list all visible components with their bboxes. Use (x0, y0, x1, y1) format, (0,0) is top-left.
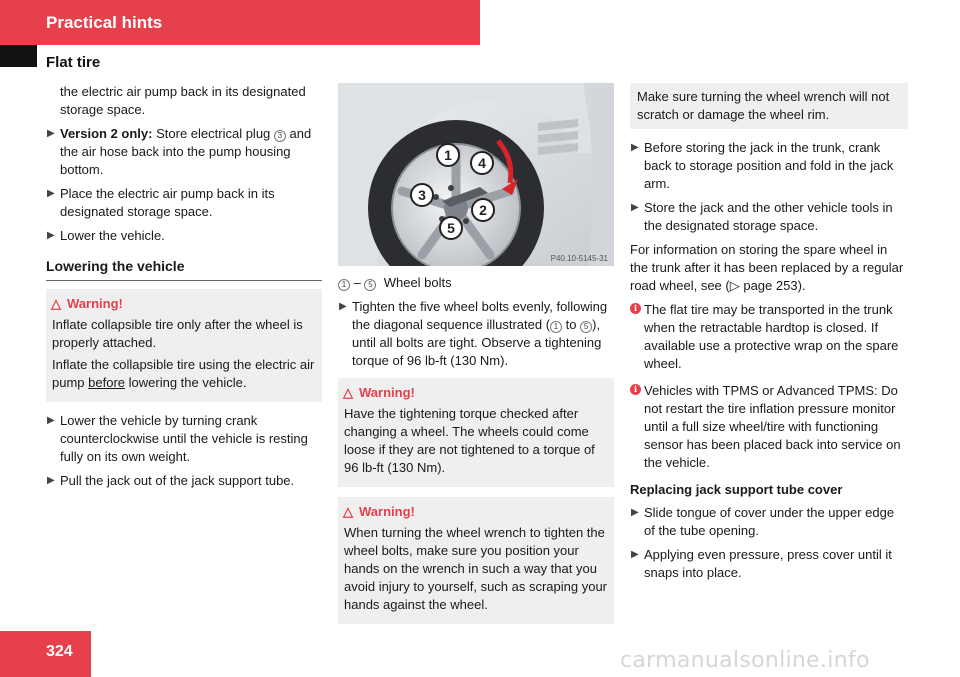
arrow-icon: ▶ (631, 549, 639, 560)
warning-text: Inflate collapsible tire only after the wheel is properly attached. (52, 317, 303, 350)
warning-icon: △ (51, 296, 61, 311)
warning-box (46, 289, 322, 402)
step-text: Lower the vehicle by turning crank counterclockwise until the vehicle is resting fully on its own weight. (60, 413, 308, 464)
warning-text: When turning the wheel wrench to tighten the wheel bolts, make sure you position your hands on the wrench in such a way that you avoid injury to yourself, such as scraping your hands against the wheel. (344, 525, 608, 612)
version-label: Version 2 only: (60, 126, 153, 141)
wheel-figure (338, 83, 614, 266)
step-tighten-bolts (338, 298, 614, 370)
warning-title (52, 295, 316, 313)
warning-text-2 (52, 356, 316, 392)
arrow-icon: ▶ (47, 188, 55, 199)
step-store-plug (46, 125, 322, 179)
side-vent-icon (538, 119, 578, 155)
step-text-cont: ), until all bolts are tight. Observe a tightening torque of 96 lb-ft (130 Nm). (352, 317, 602, 368)
callout-1-icon (437, 144, 459, 166)
arrow-icon: ▶ (339, 301, 347, 312)
callout-label: 5 (447, 220, 455, 236)
callout-4-icon (471, 152, 493, 174)
callout-label: 4 (478, 155, 486, 171)
callout-5-icon (440, 217, 462, 239)
info-icon: i (630, 303, 641, 314)
callout-5-icon: 5 (364, 279, 376, 291)
note-box: Make sure turning the wheel wrench will not scratch or damage the wheel rim. (630, 83, 908, 129)
caption-text: Wheel bolts (383, 275, 452, 290)
step-text: Place the electric air pump back in its designated storage space. (60, 186, 275, 219)
warning-label: Warning! (359, 504, 415, 519)
warning-label: Warning! (359, 385, 415, 400)
info-note-trunk (630, 301, 908, 373)
warning-box-hands (338, 497, 614, 624)
info-text: The flat tire may be transported in the trunk when the retractable hardtop is closed. If available use a protective wrap on the spare wheel. (644, 302, 899, 371)
callout-1-icon: 1 (338, 279, 350, 291)
caption-dash: – (353, 275, 361, 290)
column-1 (46, 83, 322, 496)
arrow-icon: ▶ (631, 142, 639, 153)
page-number: 324 (46, 643, 73, 660)
underlined-word: before (88, 375, 126, 390)
spare-wheel-info (630, 241, 908, 295)
step-lower-vehicle (46, 227, 322, 245)
step-place-pump (46, 185, 322, 221)
warning-text: Have the tightening torque checked after changing a wheel. The wheels could come loose if they are not tightened to a torque of 96 lb-ft (130 Nm). (344, 406, 595, 475)
watermark: carmanualsonline.info (620, 648, 870, 673)
warning-label: Warning! (67, 296, 123, 311)
arrow-icon: ▶ (47, 128, 55, 139)
warning-box-torque (338, 378, 614, 487)
callout-label: 1 (444, 147, 452, 163)
arrow-icon: ▶ (47, 415, 55, 426)
step-text-cont: and the air hose back into the pump housing bottom. (60, 126, 312, 177)
warning-title (344, 384, 608, 402)
arrow-icon: ▶ (631, 507, 639, 518)
callout-label: 2 (479, 202, 487, 218)
column-2 (338, 83, 614, 634)
header-marker (0, 45, 37, 67)
page-ref-icon: ▷ (729, 278, 744, 293)
step-text: Before storing the jack in the trunk, crank back to storage position and fold in the jack arm. (644, 140, 894, 191)
arrow-icon: ▶ (47, 230, 55, 241)
section-title: Practical hints (46, 13, 163, 32)
step-text: Slide tongue of cover under the upper edge of the tube opening. (644, 505, 895, 538)
info-text: Vehicles with TPMS or Advanced TPMS: Do not restart the tire inflation pressure monitor until a full size wheel/tire with functioning sensor has been placed back into service on the vehicle. (644, 383, 901, 470)
step-slide-tongue (630, 504, 908, 540)
step-text: Pull the jack out of the jack support tube. (60, 473, 295, 488)
para-text: For information on storing the spare wheel in the trunk after it has been replaced by a regular road wheel, see ( (630, 242, 904, 293)
page-reference-link[interactable]: page 253 (743, 278, 798, 293)
para-text-end: ). (797, 278, 806, 293)
warning-icon: △ (343, 504, 353, 519)
step-text-mid: to (565, 317, 577, 332)
warning-title (344, 503, 608, 521)
info-note-tpms (630, 382, 908, 472)
step-text: Tighten the five wheel bolts evenly, following the diagonal sequence illustrated ( (352, 299, 608, 332)
step-text: Store electrical plug (156, 126, 271, 141)
warning-text-part: Inflate the collapsible tire using the electric air pump (52, 357, 315, 390)
arrow-icon: ▶ (631, 202, 639, 213)
callout-1-icon: 1 (550, 321, 562, 333)
subsection-title: Flat tire (46, 54, 101, 71)
figure-caption (338, 274, 614, 292)
subheading: Replacing jack support tube cover (630, 482, 843, 497)
callout-3-icon: 3 (274, 130, 286, 142)
callout-label: 3 (418, 187, 426, 203)
warning-icon: △ (343, 385, 353, 400)
step-text: Lower the vehicle. (60, 228, 165, 243)
step-press-cover (630, 546, 908, 582)
step-store-tools (630, 199, 908, 235)
section-heading: Lowering the vehicle (46, 257, 322, 281)
step-store-jack (630, 139, 908, 193)
step-text: Store the jack and the other vehicle tools in the designated storage space. (644, 200, 893, 233)
callout-5-icon: 5 (580, 321, 592, 333)
warning-text-part: lowering the vehicle. (128, 375, 247, 390)
arrow-icon: ▶ (47, 475, 55, 486)
callout-2-icon (472, 199, 494, 221)
callout-3-icon (411, 184, 433, 206)
intro-text: the electric air pump back in its designated storage space. (60, 84, 306, 117)
figure-code: P40.10-5145-31 (550, 254, 608, 263)
info-icon: i (630, 384, 641, 395)
wheel-illustration (338, 83, 614, 266)
column-3 (630, 83, 908, 588)
step-pull-jack (46, 472, 322, 490)
step-turn-crank (46, 412, 322, 466)
step-text: Applying even pressure, press cover until it snaps into place. (644, 547, 892, 580)
